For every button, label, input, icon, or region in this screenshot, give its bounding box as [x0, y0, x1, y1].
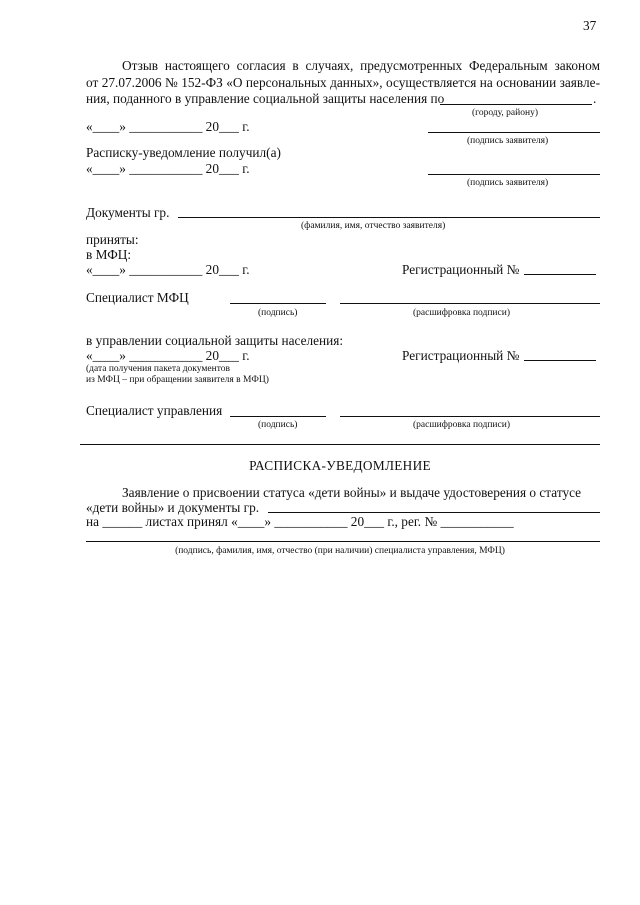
receipt-line-1: Заявление о присвоении статуса «дети войны» и выдаче удостоверения о статусе	[122, 485, 582, 500]
mfc-signature-decode-field[interactable]	[340, 303, 600, 304]
documents-label: Документы гр.	[86, 205, 170, 220]
receipt-caption: (подпись, фамилия, имя, отчество (при наличии) специалиста управления, МФЦ)	[175, 546, 505, 556]
usz-note-2: из МФЦ – при обращении заявителя в МФЦ)	[86, 375, 269, 385]
receipt-signature-field[interactable]	[86, 541, 600, 542]
city-caption: (городу, району)	[472, 108, 538, 118]
applicant-signature-field-2[interactable]	[428, 174, 600, 175]
mfc-reg-number-field[interactable]	[524, 274, 596, 275]
usz-sign-caption: (подпись)	[258, 420, 298, 430]
usz-specialist-label: Специалист управления	[86, 403, 223, 418]
receipt-received-label: Расписку-уведомление получил(а)	[86, 145, 281, 160]
date-field-2[interactable]: «____» ___________ 20___ г.	[86, 161, 250, 176]
fio-caption: (фамилия, имя, отчество заявителя)	[301, 221, 446, 231]
mfc-sign-caption: (подпись)	[258, 308, 298, 318]
mfc-signature-field[interactable]	[230, 303, 326, 304]
usz-reg-number-field[interactable]	[524, 360, 596, 361]
receipt-title: РАСПИСКА-УВЕДОМЛЕНИЕ	[249, 458, 431, 473]
mfc-decode-caption: (расшифровка подписи)	[413, 308, 510, 318]
receipt-line-3[interactable]: на ______ листах принял «____» ___________ 20___ г., рег. № ___________	[86, 514, 514, 529]
consent-line-2: от 27.07.2006 № 152-ФЗ «О персональных данных», осуществляется на основании заявле-	[86, 74, 600, 90]
receipt-line-2: «дети войны» и документы гр.	[86, 500, 260, 515]
signature-caption-1: (подпись заявителя)	[467, 136, 549, 146]
mfc-reg-label: Регистрационный №	[402, 262, 520, 277]
consent-paragraph	[86, 58, 600, 91]
city-field[interactable]	[440, 104, 592, 105]
consent-line-3: ния, поданного в управление социальной защиты населения по	[86, 91, 445, 106]
usz-reg-label: Регистрационный №	[402, 348, 520, 363]
usz-note-1: (дата получения пакета документов	[86, 364, 230, 374]
usz-date-field[interactable]: «____» ___________ 20___ г.	[86, 348, 250, 363]
usz-decode-caption: (расшифровка подписи)	[413, 420, 510, 430]
usz-label: в управлении социальной защиты населения:	[86, 333, 344, 348]
applicant-fio-field[interactable]	[178, 217, 600, 218]
date-field-1[interactable]: «____» ___________ 20___ г.	[86, 119, 250, 134]
usz-signature-field[interactable]	[230, 416, 326, 417]
signature-caption-2: (подпись заявителя)	[467, 178, 549, 188]
section-separator	[80, 444, 600, 445]
page-number: 37	[583, 18, 597, 33]
accepted-label: приняты:	[86, 232, 139, 247]
applicant-signature-field-1[interactable]	[428, 132, 600, 133]
in-mfc-label: в МФЦ:	[86, 247, 132, 262]
consent-line-1: Отзыв настоящего согласия в случаях, предусмотренных Федеральным законом	[122, 58, 600, 73]
mfc-date-field[interactable]: «____» ___________ 20___ г.	[86, 262, 250, 277]
receipt-fio-field[interactable]	[268, 512, 600, 513]
usz-signature-decode-field[interactable]	[340, 416, 600, 417]
mfc-specialist-label: Специалист МФЦ	[86, 290, 189, 305]
consent-line-3-end: .	[593, 91, 597, 106]
